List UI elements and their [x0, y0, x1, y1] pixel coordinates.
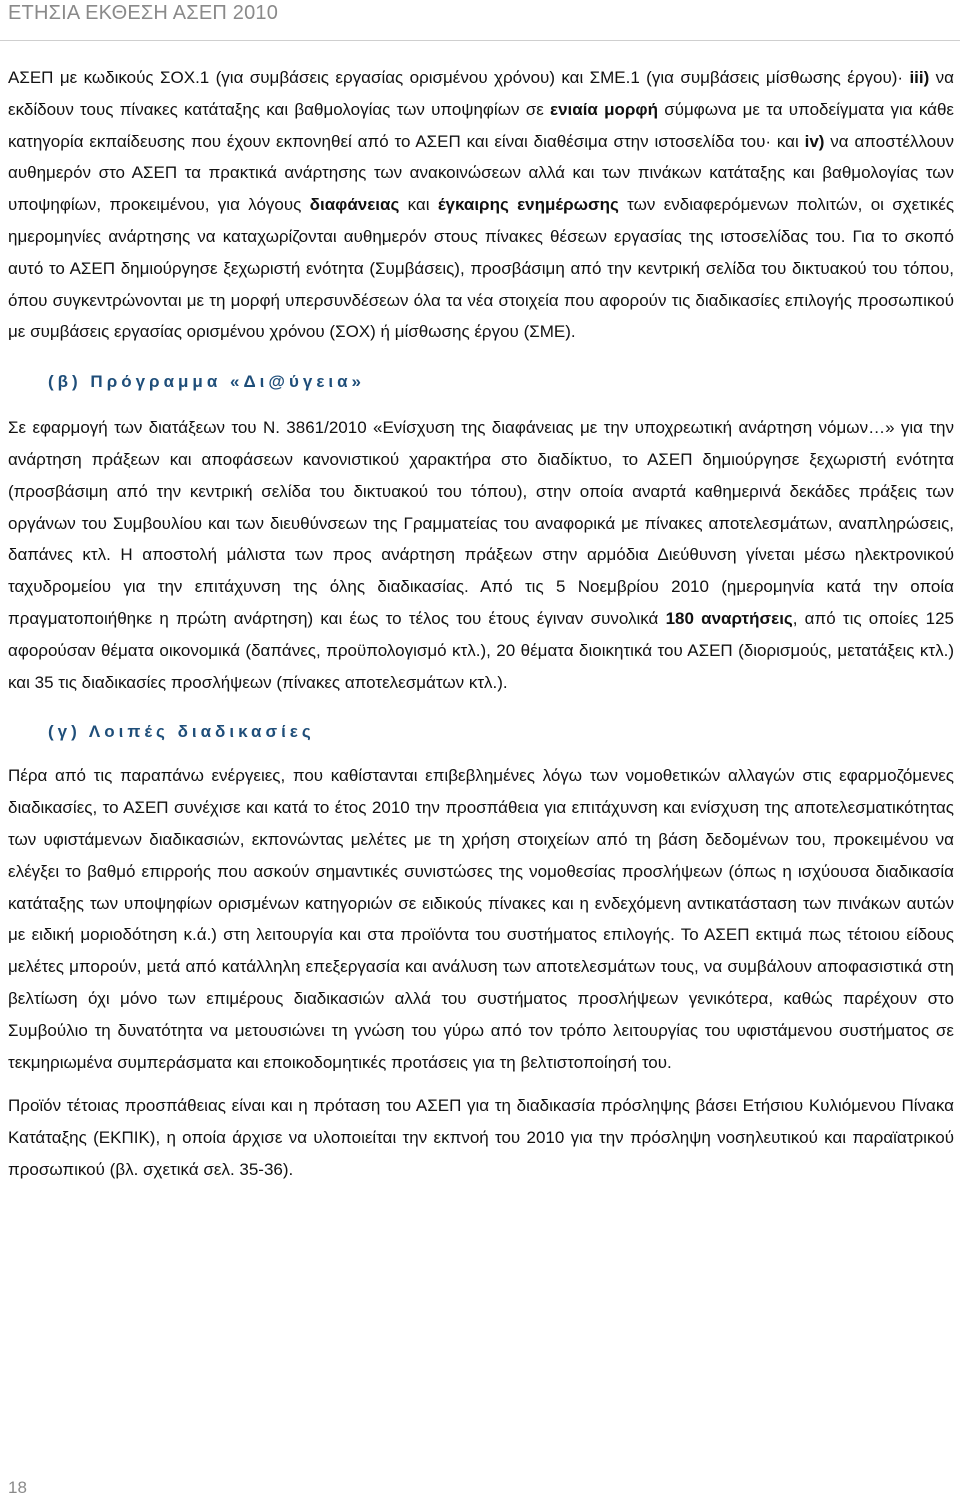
paragraph-text: και — [399, 195, 438, 215]
paragraph-text: των ενδιαφερόμενων πολιτών, οι σχετικές ημερομηνίες ανάρτησης να καταχωρίζονται αυθημερόν στους πίνακες θέσεων εργασίας της ιστοσελίδας του. Για το σκοπό αυτό το ΑΣΕΠ δημιούργησε ξεχωριστή ενότητα (Συμβάσεις), προσβάσιμη από την κεντρική σελίδα του δικτυακού του τόπου, όπου συγκεντρώνονται με τη μορφή υπερσυνδέσεων όλα τα νέα στοιχεία που αφορούν τις διαδικασίες επιλογής προσωπικού με συμβάσεις εργασίας ορισμένου χρόνου (ΣΟΧ) ή μίσθωσης έργου (ΣΜΕ). — [8, 195, 955, 342]
bold-transparency: διαφάνειας — [309, 195, 400, 215]
paragraph-text: να εκδίδουν τους πίνακες κατάταξης και βαθμολογίας των υποψηφίων σε — [8, 68, 955, 119]
paragraph-other-procedures: Πέρα από τις παραπάνω ενέργειες, που καθίστανται επιβεβλημένες λόγω των νομοθετικών αλλαγών στις εφαρμοζόμενες διαδικασίες, το ΑΣΕΠ συνέχισε και κατά το έτος 2010 την προσπάθεια για επιτάχυνση και ενίσχυση της αποτελεσματικότητας των υφιστάμενων διαδικασιών, εκπονώντας μελέτες με τη χρήση στοιχείων από τη βάση δεδομένων του, προκειμένου να ελέγξει το βαθμό επιρροής που ασκούν σημαντικές συνιστώσες της νομοθεσίας προσλήψεων (όπως η ισχύουσα διαδικασία κατάταξης των υποψηφίων ορισμένων κατηγοριών σε ειδικούς πίνακες και η ενδεχόμενη αντικατάσταση των πινάκων αυτών με ειδική μοριοδότηση κ.ά.) στη λειτουργία και στα προϊόντα του συστήματος επιλογής. Το ΑΣΕΠ εκτιμά πως τέτοιου είδους μελέτες μπορούν, μετά από κατάλληλη επεξεργασία και ανάλυση των αποτελεσμάτων τους, να συμβάλουν αποφασιστικά στη βελτίωση όχι μόνο των επιμέρους διαδικασιών αλλά του συστήματος προσλήψεων γενικότερα, καθώς παρέχουν στο Συμβούλιο τη δυνατότητα να μετουσιώνει τη γνώση του γύρω από τον τρόπο λειτουργίας του υφιστάμενου συστήματος σε τεκμηριωμένα συμπεράσματα και εποικοδομητικές προτάσεις για τη βελτιστοποίησή του. — [8, 766, 954, 1072]
paragraph-text: , από τις οποίες 125 αφορούσαν θέματα οικονομικά (δαπάνες, προϋπολογισμό κτλ.), 20 θέματα διοικητικά του ΑΣΕΠ (διορισμούς, μετατάξεις κτλ.) και 35 τις διαδικασίες προσλήψεων (πίνακες αποτελεσμάτων κτλ.). — [8, 608, 954, 692]
document-body — [8, 62, 954, 1186]
paragraph-diavgeia — [8, 412, 954, 698]
page-number: 18 — [8, 1478, 27, 1497]
section-heading-diavgeia: (β) Πρόγραμμα «Δι@ύγεια» — [48, 372, 366, 392]
paragraph-contracts — [8, 62, 954, 348]
paragraph-text: Σε εφαρμογή των διατάξεων του Ν. 3861/2010 «Ενίσχυση της διαφάνειας με την υποχρεωτική ανάρτηση νόμων…» για την ανάρτηση πράξεων και αποφάσεων κανονιστικού χαρακτήρα στο διαδίκτυο, το ΑΣΕΠ δημιούργησε ξεχωριστή ενότητα (προσβάσιμη από την κεντρική σελίδα του δικτυακού του τόπου), στην οποία αναρτά καθημερινά δεκάδες πράξεις των οργάνων του Συμβουλίου και των διευθύνσεων της Γραμματείας του αναφορικά με πίνακες αποτελεσμάτων, αναπληρώσεις, δαπάνες κτλ. Η αποστολή μάλιστα των προς ανάρτηση πράξεων στην αρμόδια Διεύθυνση γίνεται μέσω ηλεκτρονικού ταχυδρομείου για την επιτάχυνση της όλης διαδικασίας. Από τις 5 Νοεμβρίου 2010 (ημερομηνία κατά την οποία πραγματοποιήθηκε η πρώτη ανάρτηση) και έως το τέλος του έτους έγιναν συνολικά — [8, 418, 954, 628]
paragraph-text: ΑΣΕΠ με κωδικούς ΣΟΧ.1 (για συμβάσεις εργασίας ορισμένου χρόνου) και ΣΜΕ.1 (για συμβάσεις μίσθωσης έργου)· — [8, 68, 910, 87]
bold-item-iii: iii) — [909, 68, 930, 87]
header-divider — [0, 40, 960, 41]
bold-item-iv: iv) — [804, 131, 825, 151]
bold-timely-information: έγκαιρης ενημέρωσης — [437, 195, 619, 215]
section-heading-other-procedures: (γ) Λοιπές διαδικασίες — [48, 722, 315, 742]
paragraph-text: να αποστέλλουν αυθημερόν στο ΑΣΕΠ τα πρακτικά ανάρτησης των ανακοινώσεων αλλά και των πινάκων κατάταξης και βαθμολογίας των υποψηφίων, προκειμένου, για λόγους — [8, 131, 954, 215]
bold-180-postings: 180 αναρτήσεις — [665, 608, 793, 628]
running-header-title: ΕΤΗΣΙΑ ΕΚΘΕΣΗ ΑΣΕΠ 2010 — [8, 2, 279, 24]
paragraph-ekpik: Προϊόν τέτοιας προσπάθειας είναι και η πρόταση του ΑΣΕΠ για τη διαδικασία πρόσληψης βάσει Ετήσιου Κυλιόμενου Πίνακα Κατάταξης (ΕΚΠΙΚ), η οποία άρχισε να υλοποιείται την εκπνοή του 2010 για την πρόσληψη νοσηλευτικού και παραϊατρικού προσωπικού (βλ. σχετικά σελ. 35-36). — [8, 1096, 954, 1179]
paragraph-text: σύμφωνα με τα υποδείγματα για κάθε κατηγορία εκπαίδευσης που έχουν εκπονηθεί από το ΑΣΕΠ και είναι διαθέσιμα στην ιστοσελίδα του· και — [8, 99, 954, 151]
bold-uniform-format: ενιαία μορφή — [550, 99, 658, 119]
